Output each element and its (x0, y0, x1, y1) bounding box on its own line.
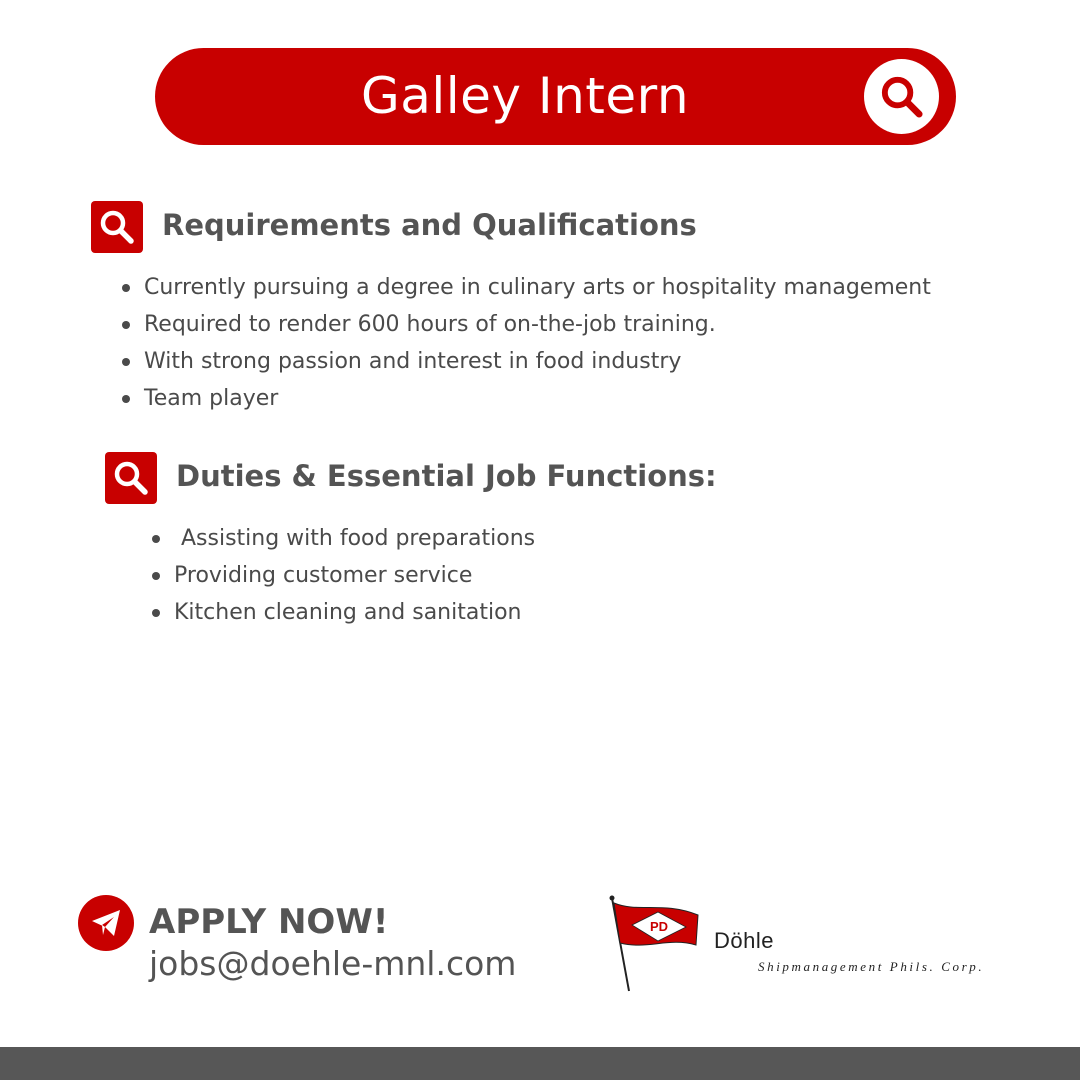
duties-icon-box (105, 452, 157, 504)
list-item: Assisting with food preparations (150, 520, 535, 557)
search-icon (98, 208, 136, 246)
flag-icon (608, 895, 708, 993)
requirements-icon-box (91, 201, 143, 253)
search-icon (112, 459, 150, 497)
page-title: Galley Intern (360, 67, 690, 125)
logo-name: Döhle (714, 928, 774, 953)
apply-now-heading: APPLY NOW! (149, 902, 389, 942)
duties-list (150, 520, 535, 631)
list-item: Required to render 600 hours of on-the-job training. (120, 306, 931, 343)
send-button[interactable] (78, 895, 134, 951)
search-button[interactable] (864, 59, 939, 134)
list-item: Currently pursuing a degree in culinary arts or hospitality management (120, 269, 931, 306)
list-item: Providing customer service (150, 557, 535, 594)
title-banner (155, 48, 956, 145)
requirements-list (120, 269, 931, 417)
list-item: Team player (120, 380, 931, 417)
duties-heading: Duties & Essential Job Functions: (176, 459, 717, 493)
list-item: With strong passion and interest in food industry (120, 343, 931, 380)
send-icon (90, 908, 122, 938)
requirements-heading: Requirements and Qualifications (162, 208, 697, 242)
apply-email-link[interactable]: jobs@doehle-mnl.com (149, 944, 517, 983)
search-icon (878, 73, 925, 120)
list-item: Kitchen cleaning and sanitation (150, 594, 535, 631)
flag-text: PD (649, 919, 669, 934)
footer-band (0, 1047, 1080, 1080)
logo-tagline: Shipmanagement Phils. Corp. (758, 959, 985, 974)
company-logo (608, 895, 1028, 995)
